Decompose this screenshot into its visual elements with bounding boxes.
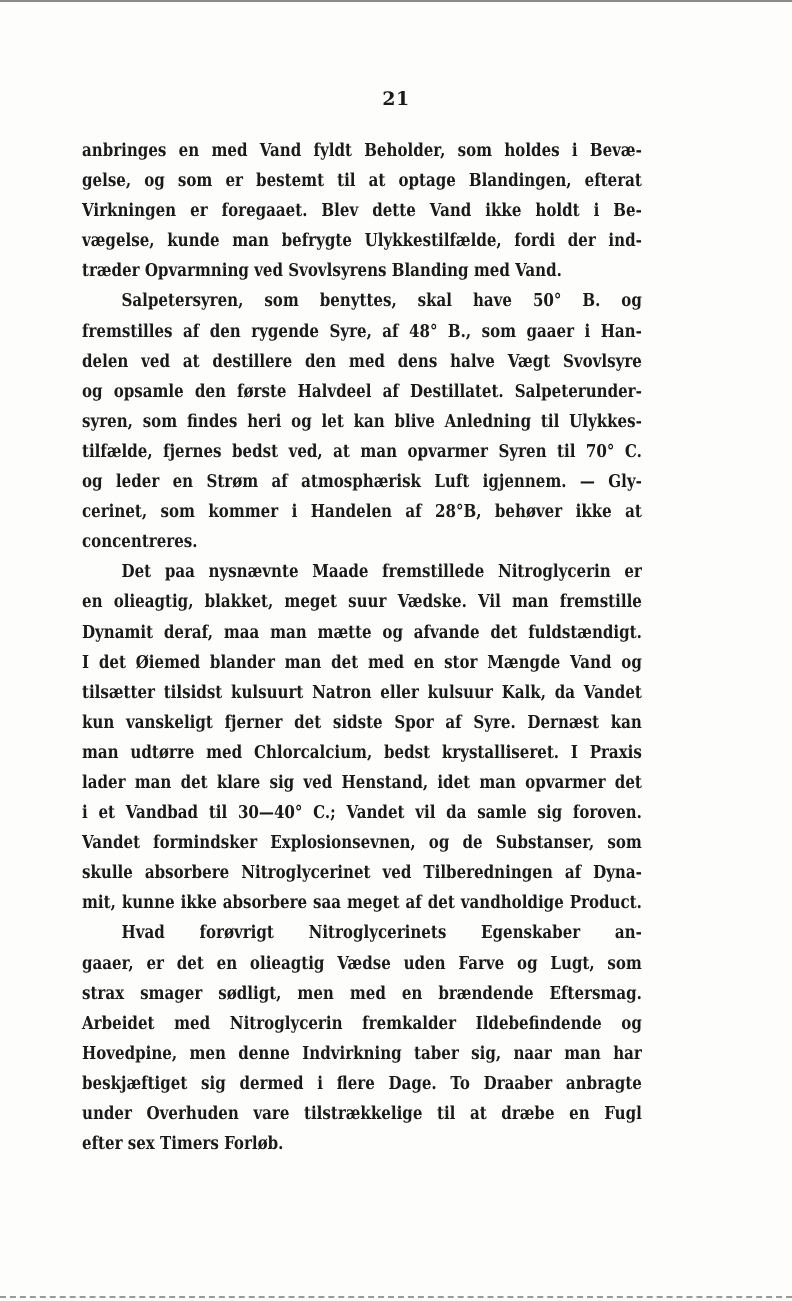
- text-line: man udtørre med Chlorcalcium, bedst krystalliseret. I Praxis: [82, 742, 642, 763]
- text-line: Virkningen er foregaaet. Blev dette Vand ikke holdt i Be-: [82, 201, 642, 222]
- page-number: 21: [382, 88, 410, 110]
- text-line: concentreres.: [82, 532, 198, 553]
- text-line: Hvad forøvrigt Nitroglycerinets Egenskaber an-: [121, 923, 642, 944]
- body-text: [82, 136, 642, 1159]
- text-line: i et Vandbad til 30—40° C.; Vandet vil da samle sig foroven.: [82, 803, 642, 824]
- text-line: tilsætter tilsidst kulsuurt Natron eller kulsuur Kalk, da Vandet: [82, 682, 642, 703]
- text-line: under Overhuden vare tilstrækkelige til at dræbe en Fugl: [82, 1104, 642, 1124]
- text-line: Det paa nysnævnte Maade fremstillede Nitroglycerin er: [121, 562, 642, 583]
- text-line: kun vanskeligt fjerner det sidste Spor af Syre. Dernæst kan: [82, 712, 642, 733]
- text-line: en olieagtig, blakket, meget suur Vædske. Vil man fremstille: [82, 592, 642, 613]
- text-line: gaaer, er det en olieagtig Vædse uden Farve og Lugt, som: [82, 953, 642, 974]
- text-line: I det Øiemed blander man det med en stor Mængde Vand og: [82, 652, 642, 673]
- text-line: træder Opvarmning ved Svovlsyrens Blanding med Vand.: [82, 261, 562, 282]
- text-line: fremstilles af den rygende Syre, af 48° B., som gaaer i Han-: [82, 321, 642, 342]
- text-line: Vandet formindsker Explosionsevnen, og de Substanser, som: [82, 833, 642, 854]
- text-line: skulle absorbere Nitroglycerinet ved Tilberedningen af Dyna-: [82, 863, 642, 884]
- text-line: lader man det klare sig ved Henstand, idet man opvarmer det: [82, 772, 642, 793]
- text-line: og opsamle den første Halvdeel af Destillatet. Salpeterunder-: [82, 381, 642, 402]
- text-line: Dynamit deraf, maa man mætte og afvande det fuldstændigt.: [82, 622, 642, 643]
- text-line: gelse, og som er bestemt til at optage Blandingen, efterat: [82, 171, 642, 192]
- text-line: vægelse, kunde man befrygte Ulykkestilfælde, fordi der ind-: [82, 231, 642, 252]
- text-line: anbringes en med Vand fyldt Beholder, som holdes i Bevæ-: [82, 141, 642, 161]
- page-bottom-edge: [0, 1296, 792, 1300]
- text-line: Salpetersyren, som benyttes, skal have 50° B. og: [121, 291, 642, 312]
- text-line: Hovedpine, men denne Indvirkning taber sig, naar man har: [82, 1043, 642, 1064]
- page-top-edge: [0, 0, 792, 2]
- text-line: beskjæftiget sig dermed i flere Dage. To Draaber anbragte: [82, 1073, 642, 1094]
- text-line: syren, som findes heri og let kan blive Anledning til Ulykkes-: [82, 411, 642, 432]
- text-line: strax smager sødligt, men med en brændende Eftersmag.: [82, 983, 642, 1004]
- text-line: tilfælde, fjernes bedst ved, at man opvarmer Syren til 70° C.: [82, 441, 642, 462]
- text-line: mit, kunne ikke absorbere saa meget af det vandholdige Product.: [82, 893, 642, 914]
- text-line: og leder en Strøm af atmosphærisk Luft igjennem. — Gly-: [82, 472, 642, 493]
- text-line: delen ved at destillere den med dens halve Vægt Svovlsyre: [82, 351, 642, 372]
- text-line: efter sex Timers Forløb.: [82, 1134, 284, 1155]
- text-line: Arbeidet med Nitroglycerin fremkalder Ildebefindende og: [82, 1013, 642, 1034]
- text-line: cerinet, som kommer i Handelen af 28°B, behøver ikke at: [82, 502, 642, 523]
